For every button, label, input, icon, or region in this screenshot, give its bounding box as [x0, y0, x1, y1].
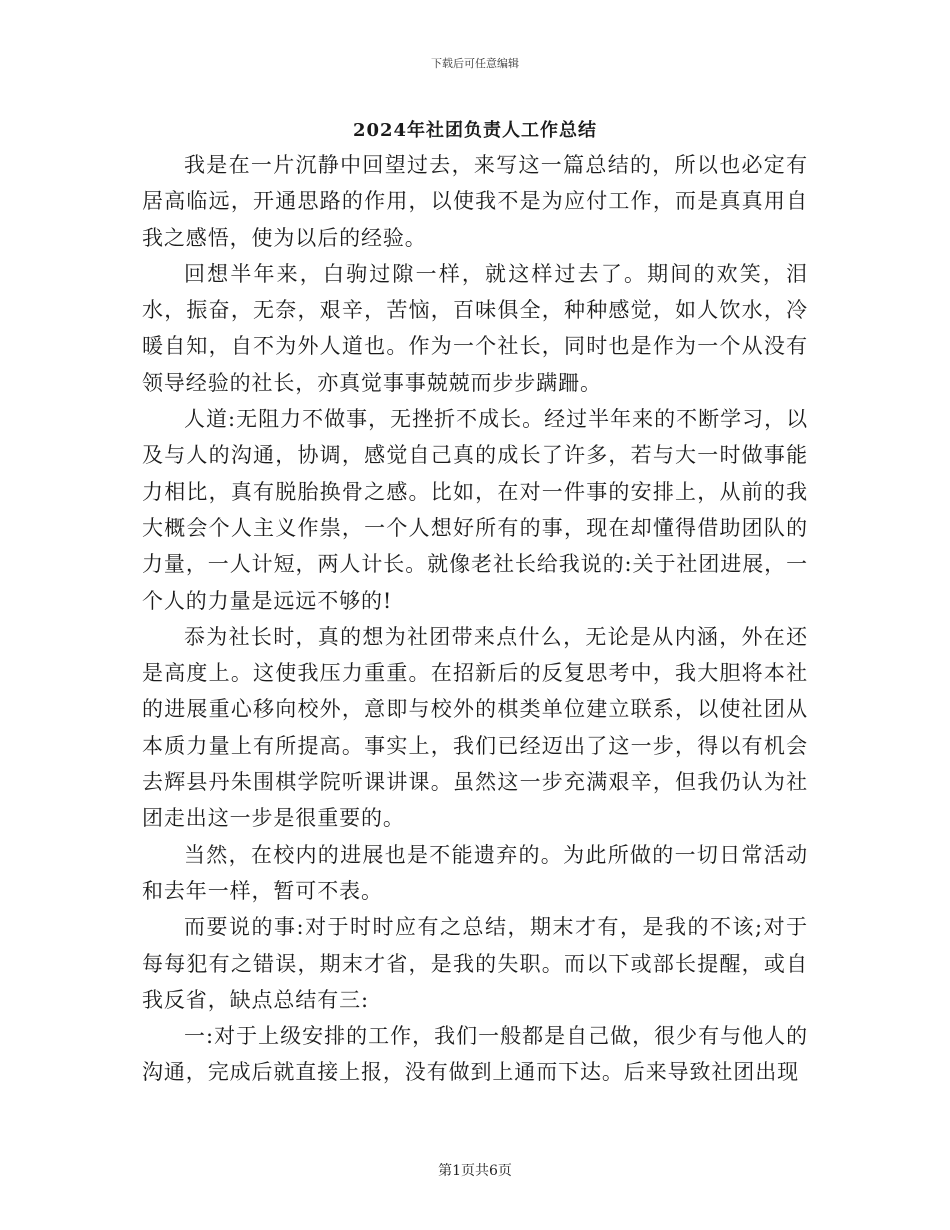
paragraph-7: 一:对于上级安排的工作，我们一般都是自己做，很少有与他人的沟通，完成后就直接上报，没有做到上通而下达。后来导致社团出现	[142, 1024, 808, 1085]
paragraph-5: 当然，在校内的进展也是不能遗弃的。为此所做的一切日常活动和去年一样，暂可不表。	[142, 842, 808, 903]
paragraph-4: 忝为社长时，真的想为社团带来点什么，无论是从内涵，外在还是高度上。这使我压力重重。在招新后的反复思考中，我大胆将本社的进展重心移向校外，意即与校外的棋类单位建立联系，以使社团从本质力量上有所提高。事实上，我们已经迈出了这一步，得以有机会去辉县丹朱围棋学院听课讲课。虽然这一步充满艰辛，但我仍认为社团走出这一步是很重要的。	[142, 624, 808, 831]
paragraph-6: 而要说的事:对于时时应有之总结，期末才有，是我的不该;对于每每犯有之错误，期末才省，是我的失职。而以下或部长提醒，或自我反省，缺点总结有三:	[142, 915, 808, 1012]
paragraph-3: 人道:无阻力不做事，无挫折不成长。经过半年来的不断学习，以及与人的沟通，协调，感觉自己真的成长了许多，若与大一时做事能力相比，真有脱胎换骨之感。比如，在对一件事的安排上，从前的我大概会个人主义作祟，一个人想好所有的事，现在却懂得借助团队的力量，一人计短，两人计长。就像老社长给我说的:关于社团进展，一个人的力量是远远不够的!	[142, 407, 808, 613]
document-title: 2024年社团负责人工作总结	[352, 120, 598, 141]
page-number-footer: 第1页共6页	[438, 1163, 512, 1179]
document-body	[142, 147, 808, 1091]
paragraph-1: 我是在一片沉静中回望过去，来写这一篇总结的，所以也必定有居高临远，开通思路的作用，以使我不是为应付工作，而是真真用自我之感悟，使为以后的经验。	[142, 153, 808, 250]
paragraph-2: 回想半年来，白驹过隙一样，就这样过去了。期间的欢笑，泪水，振奋，无奈，艰辛，苦恼，百味俱全，种种感觉，如人饮水，冷暖自知，自不为外人道也。作为一个社长，同时也是作为一个从没有领导经验的社长，亦真觉事事兢兢而步步蹒跚。	[142, 261, 808, 395]
page-header-note: 下载后可任意编辑	[431, 57, 519, 70]
